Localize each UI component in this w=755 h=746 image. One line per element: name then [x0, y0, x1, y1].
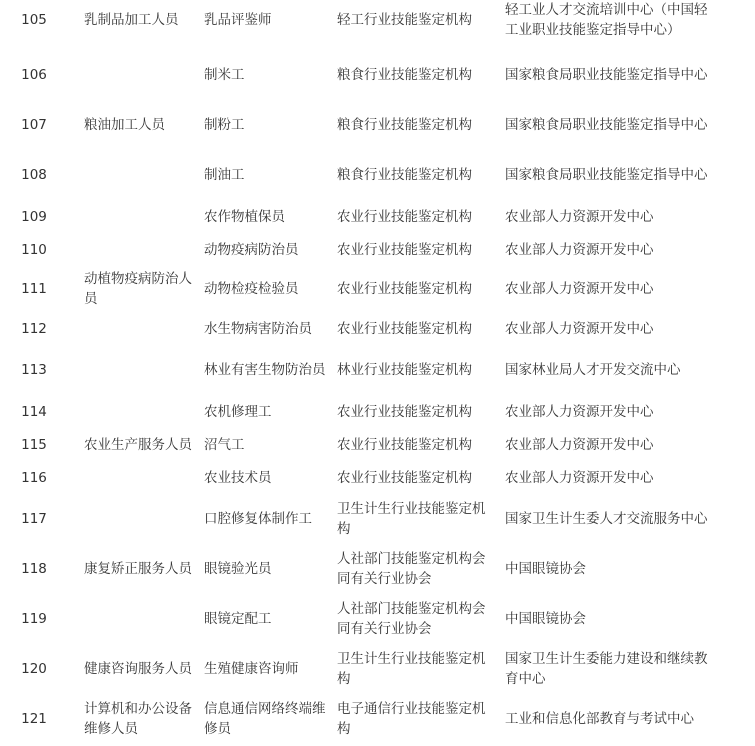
- occupation-category: 健康咨询服务人员: [84, 661, 192, 677]
- table-row: [0, 644, 720, 694]
- table-row: [0, 312, 720, 345]
- occupation-category: 康复矫正服务人员: [84, 561, 192, 577]
- job-title: 生殖健康咨询师: [204, 661, 299, 677]
- table-row: [0, 0, 720, 50]
- appraisal-organization: 电子通信行业技能鉴定机构: [337, 701, 486, 737]
- appraisal-organization: 农业行业技能鉴定机构: [337, 208, 472, 225]
- job-title: 农业技术员: [204, 469, 272, 486]
- occupation-category: [76, 461, 196, 494]
- job-title: 信息通信网络终端维修员: [204, 701, 326, 737]
- guidance-agency: 农业部人力资源开发中心: [505, 208, 654, 225]
- appraisal-organization: 农业行业技能鉴定机构: [337, 281, 472, 297]
- appraisal-organization: 农业行业技能鉴定机构: [337, 436, 472, 453]
- guidance-agency: 中国眼镜协会: [505, 561, 586, 577]
- job-title: 眼镜验光员: [204, 561, 272, 577]
- job-title: 乳品评鉴师: [204, 12, 272, 28]
- occupation-category: 乳制品加工人员: [84, 12, 179, 28]
- row-number: 118: [21, 561, 47, 577]
- appraisal-organization: 人社部门技能鉴定机构会同有关行业协会: [337, 601, 486, 637]
- appraisal-organization: 人社部门技能鉴定机构会同有关行业协会: [337, 551, 486, 587]
- table-row: [0, 694, 720, 744]
- table-row: [0, 233, 720, 266]
- guidance-agency: 农业部人力资源开发中心: [505, 403, 654, 420]
- table-row: [0, 200, 720, 233]
- occupation-category: [76, 594, 196, 644]
- guidance-agency: 国家卫生计生委能力建设和继续教育中心: [505, 651, 708, 687]
- guidance-agency: 工业和信息化部教育与考试中心: [505, 711, 694, 727]
- job-title: 眼镜定配工: [204, 611, 272, 627]
- appraisal-organization: 农业行业技能鉴定机构: [337, 469, 472, 486]
- appraisal-organization: 农业行业技能鉴定机构: [337, 403, 472, 420]
- appraisal-organization: 林业行业技能鉴定机构: [337, 362, 472, 378]
- guidance-agency: 农业部人力资源开发中心: [505, 241, 654, 258]
- occupation-category: [76, 150, 196, 200]
- job-title: 水生物病害防治员: [204, 320, 312, 337]
- job-title: 沼气工: [204, 436, 245, 453]
- job-title: 制粉工: [204, 117, 245, 133]
- table-row: [0, 494, 720, 544]
- occupation-category: 农业生产服务人员: [84, 436, 192, 453]
- row-number: 109: [21, 208, 47, 225]
- occupation-category: 动植物疫病防治人员: [84, 271, 192, 307]
- appraisal-organization: 农业行业技能鉴定机构: [337, 320, 472, 337]
- job-title: 农机修理工: [204, 403, 272, 420]
- appraisal-organization: 卫生计生行业技能鉴定机构: [337, 651, 486, 687]
- table-row: [0, 266, 720, 312]
- guidance-agency: 农业部人力资源开发中心: [505, 320, 654, 337]
- row-number: 107: [21, 117, 47, 133]
- guidance-agency: 国家卫生计生委人才交流服务中心: [505, 511, 708, 527]
- table-row: [0, 395, 720, 428]
- occupation-category: 计算机和办公设备维修人员: [84, 701, 192, 737]
- row-number: 113: [21, 362, 47, 378]
- occupation-category: [76, 395, 196, 428]
- occupation-category: [76, 312, 196, 345]
- guidance-agency: 国家粮食局职业技能鉴定指导中心: [505, 117, 708, 133]
- row-number: 111: [21, 281, 47, 297]
- row-number: 108: [21, 167, 47, 183]
- row-number: 119: [21, 611, 47, 627]
- guidance-agency: 国家林业局人才开发交流中心: [505, 362, 681, 378]
- row-number: 121: [21, 711, 47, 727]
- table-row: [0, 428, 720, 461]
- row-number: 116: [21, 469, 47, 486]
- occupation-category: 粮油加工人员: [84, 117, 165, 133]
- guidance-agency: 国家粮食局职业技能鉴定指导中心: [505, 167, 708, 183]
- appraisal-organization: 农业行业技能鉴定机构: [337, 241, 472, 258]
- job-title: 制油工: [204, 167, 245, 183]
- table-row: [0, 100, 720, 150]
- appraisal-organization: 轻工行业技能鉴定机构: [337, 12, 472, 28]
- occupation-category: [76, 345, 196, 395]
- table-row: [0, 544, 720, 594]
- occupation-category: [76, 200, 196, 233]
- guidance-agency: 农业部人力资源开发中心: [505, 436, 654, 453]
- job-title: 动物疫病防治员: [204, 241, 299, 258]
- row-number: 105: [21, 12, 47, 28]
- occupation-category: [76, 50, 196, 100]
- table-row: [0, 345, 720, 395]
- row-number: 115: [21, 436, 47, 453]
- occupation-category: [76, 233, 196, 266]
- guidance-agency: 农业部人力资源开发中心: [505, 469, 654, 486]
- occupation-category: [76, 494, 196, 544]
- table-row: [0, 150, 720, 200]
- appraisal-organization: 粮食行业技能鉴定机构: [337, 67, 472, 83]
- table-row: [0, 50, 720, 100]
- guidance-agency: 国家粮食局职业技能鉴定指导中心: [505, 67, 708, 83]
- row-number: 110: [21, 241, 47, 258]
- job-title: 制米工: [204, 67, 245, 83]
- table-row: [0, 461, 720, 494]
- appraisal-organization: 粮食行业技能鉴定机构: [337, 117, 472, 133]
- row-number: 114: [21, 403, 47, 420]
- appraisal-organization: 粮食行业技能鉴定机构: [337, 167, 472, 183]
- appraisal-organization: 卫生计生行业技能鉴定机构: [337, 501, 486, 537]
- job-title: 林业有害生物防治员: [204, 362, 326, 378]
- job-title: 口腔修复体制作工: [204, 511, 312, 527]
- row-number: 112: [21, 320, 47, 337]
- row-number: 120: [21, 661, 47, 677]
- job-title: 动物检疫检验员: [204, 281, 299, 297]
- guidance-agency: 农业部人力资源开发中心: [505, 281, 654, 297]
- table-row: [0, 594, 720, 644]
- row-number: 106: [21, 67, 47, 83]
- row-number: 117: [21, 511, 47, 527]
- guidance-agency: 中国眼镜协会: [505, 611, 586, 627]
- guidance-agency: 轻工业人才交流培训中心（中国轻工业职业技能鉴定指导中心）: [505, 2, 708, 38]
- job-title: 农作物植保员: [204, 208, 285, 225]
